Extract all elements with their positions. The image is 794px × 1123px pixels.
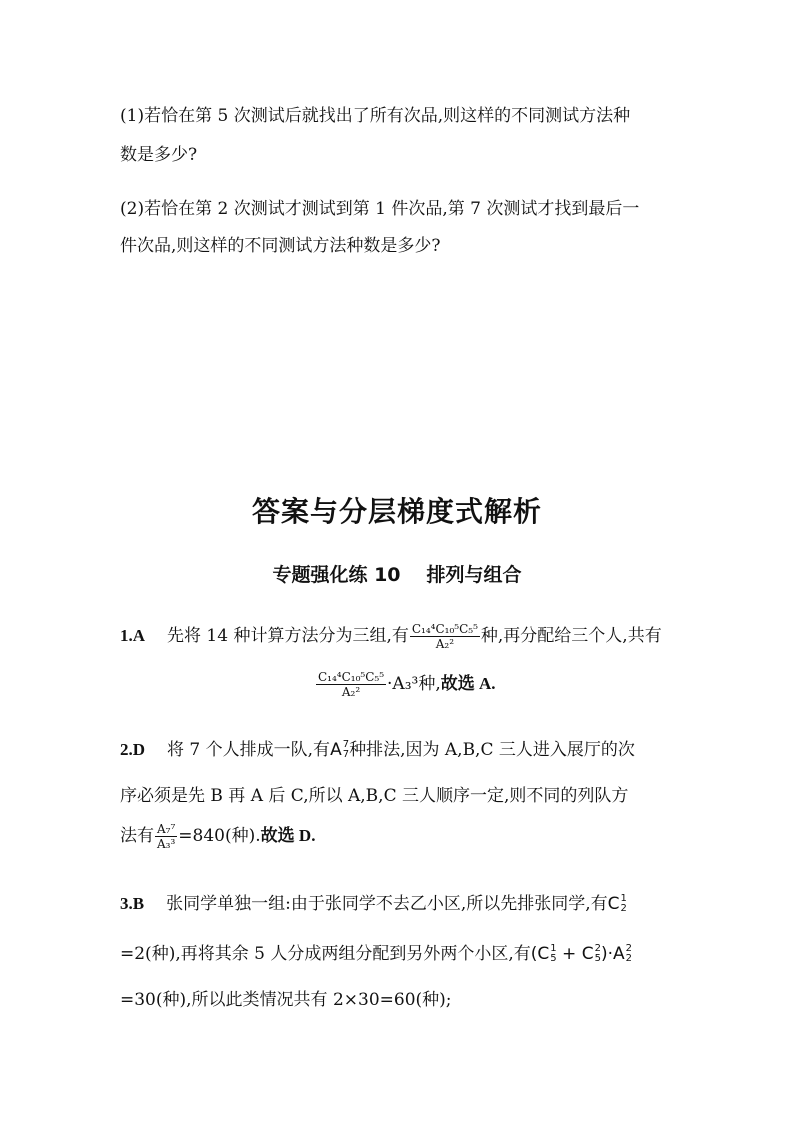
subtitle-left: 专题强化练 10 — [272, 564, 401, 586]
answer-3-text-2: =2(种),再将其余 5 人分成两组分配到另外两个小区,有 — [120, 944, 531, 964]
answer-1-line-2-text: ·A₃³种, — [387, 674, 441, 694]
answer-1-text-after: 种,再分配给三个人,共有 — [480, 626, 662, 646]
answer-3-text-1: 张同学单独一组:由于张同学不去乙小区,所以先排张同学,有 — [166, 894, 608, 914]
answer-2-line-3-post: =840(种). — [178, 826, 261, 846]
answer-1-fraction-2-denominator: A₂² — [341, 685, 361, 699]
answer-1-text: 先将 14 种计算方法分为三组,有 — [167, 626, 409, 646]
answer-2-line-2: 序必须是先 B 再 A 后 C,所以 A,B,C 三人顺序一定,则不同的列队方 — [120, 786, 629, 806]
answer-1-line-2 — [315, 670, 496, 699]
answer-3-combination: C 1 2 — [607, 893, 627, 914]
answer-2-choice: 故选 D. — [260, 826, 316, 845]
answer-1-fraction-numerator: C₁₄⁴C₁₀⁵C₅⁵ — [411, 622, 478, 636]
answer-3-line-3: =30(种),所以此类情况共有 2×30=60(种); — [120, 990, 452, 1010]
answer-2-line-1 — [120, 738, 635, 762]
answer-3-line-2 — [120, 942, 632, 966]
answer-1-fraction-2 — [316, 670, 386, 699]
answer-3-line-1 — [120, 892, 627, 916]
answer-3-expression: (C 1 5 + C 2 5 )·A 2 2 — [530, 943, 632, 964]
subtitle-right: 排列与组合 — [426, 564, 522, 586]
answer-2-fraction — [155, 822, 177, 851]
answer-2-line-3-pre: 法有 — [120, 826, 154, 846]
question-1-line-1: (1)若恰在第 5 次测试后就找出了所有次品,则这样的不同测试方法种 — [120, 106, 631, 126]
answer-2-label: 2.D — [120, 740, 146, 759]
section-subtitle — [0, 560, 794, 587]
answer-2-text-post: 种排法,因为 A,B,C 三人进入展厅的次 — [349, 740, 635, 760]
answer-2-text-pre: 将 7 个人排成一队,有 — [167, 740, 331, 760]
answer-1-choice: 故选 A. — [440, 674, 496, 693]
answer-1-fraction — [410, 622, 480, 651]
answer-1-fraction-2-numerator: C₁₄⁴C₁₀⁵C₅⁵ — [318, 670, 385, 684]
question-2-line-1: (2)若恰在第 2 次测试才测试到第 1 件次品,第 7 次测试才找到最后一 — [120, 199, 640, 219]
answer-1-label: 1.A — [120, 626, 146, 645]
answer-2-fraction-numerator: A₇⁷ — [157, 822, 176, 836]
answer-3-label: 3.B — [120, 894, 145, 913]
answer-1-line-1 — [120, 622, 662, 651]
question-1-line-2: 数是多少? — [120, 145, 198, 165]
answer-2-permutation: A 7 7 — [330, 739, 350, 760]
answer-2-line-3 — [120, 822, 315, 851]
answers-title: 答案与分层梯度式解析 — [251, 495, 542, 528]
question-2-line-2: 件次品,则这样的不同测试方法种数是多少? — [120, 236, 441, 256]
answer-2-fraction-denominator: A₃³ — [157, 837, 176, 851]
answer-1-fraction-denominator: A₂² — [435, 637, 455, 651]
